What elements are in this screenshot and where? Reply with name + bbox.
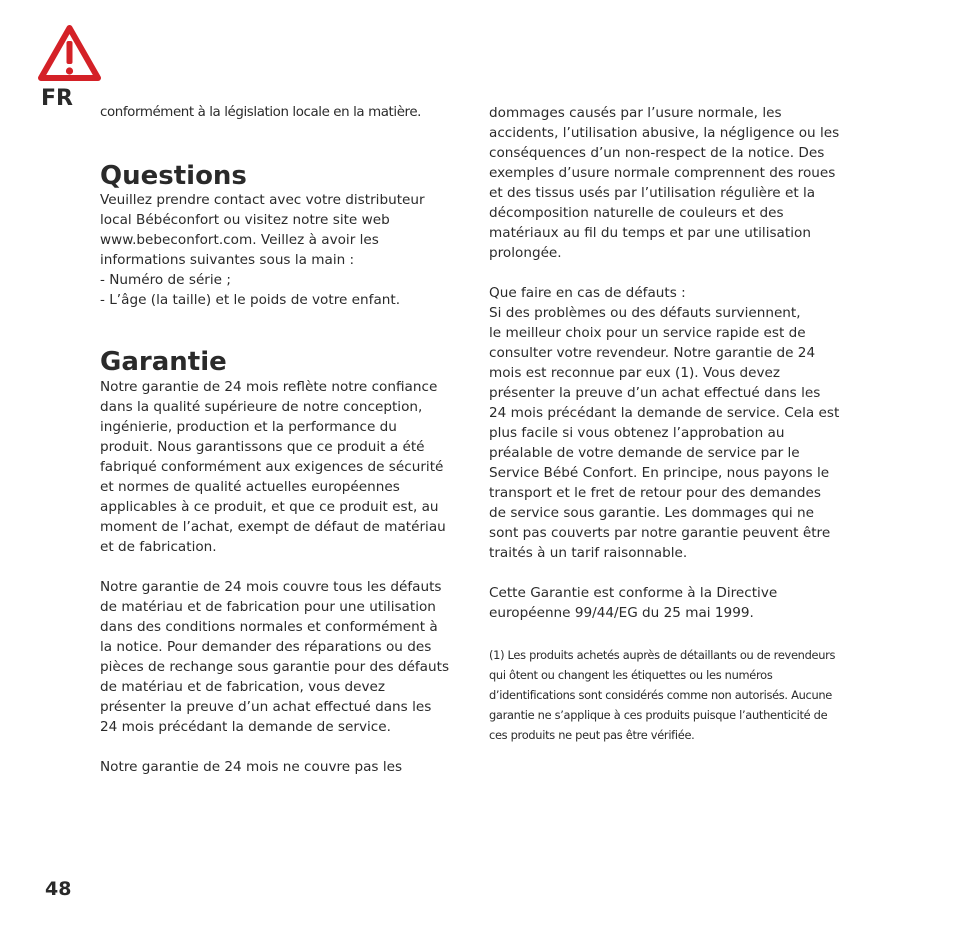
questions-heading: Questions (100, 161, 247, 191)
warning-icon (37, 24, 102, 82)
garantie-heading: Garantie (100, 347, 227, 377)
garantie-paragraph-1: Notre garantie de 24 mois reflète notre confiance dans la qualité supérieure de notre conception, ingénierie, production et la performance du produit. Nous garantissons que ce produit a été fabriqué conformément aux exigences de sécurité et normes de qualité actuelles européennes applicables à ce produit, et que ce produit est, au moment de l’achat, exempt de défaut de matériau et de fabrication. (100, 379, 446, 555)
footnote: (1) Les produits achetés auprès de détaillants ou de revendeurs qui ôtent ou changent les étiquettes ou les numéros d’identifications sont considérés comme non autorisés. Aucune garantie ne s’applique à ces produits puisque l’authenticité de ces produits ne peut pas être vérifiée. (489, 648, 836, 742)
directive-paragraph: Cette Garantie est conforme à la Directive européenne 99/44/EG du 25 mai 1999. (489, 585, 778, 621)
garantie-paragraph-3: Notre garantie de 24 mois ne couvre pas les (100, 759, 403, 775)
questions-paragraph: Veuillez prendre contact avec votre distributeur local Bébéconfort ou visitez notre site web www.bebeconfort.com. Veillez à avoir les informations suivantes sous la main : - Numéro de série ; - L’âge (la taille) et le poids de votre enfant. (100, 192, 425, 308)
garantie-paragraph-2: Notre garantie de 24 mois couvre tous les défauts de matériau et de fabrication pour une utilisation dans des conditions normales et conformément à la notice. Pour demander des réparations ou des pièces de rechange sous garantie pour des défauts de matériau et de fabrication, vous devez présenter la preuve d’un achat effectué dans les 24 mois précédant la demande de service. (100, 579, 450, 735)
page-number: 48 (45, 878, 72, 900)
exclusions-paragraph: dommages causés par l’usure normale, les accidents, l’utilisation abusive, la négligence ou les conséquences d’un non-respect de la notice. Des exemples d’usure normale comprennent des roues et des tissus usés par l’utilisation régulière et la décomposition naturelle de couleurs et des matériaux au fil du temps et par une utilisation prolongée. (489, 105, 840, 261)
language-label: FR (41, 86, 73, 111)
intro-text: conformément à la législation locale en la matière. (100, 105, 422, 120)
defects-paragraph: Que faire en cas de défauts : Si des problèmes ou des défauts surviennent, le meilleur choix pour un service rapide est de consulter votre revendeur. Notre garantie de 24 mois est reconnue par eux (1). Vous devez présenter la preuve d’un achat effectué dans les 24 mois précédant la demande de service. Cela est plus facile si vous obtenez l’approbation au préalable de votre demande de service par le Service Bébé Confort. En principe, nous payons le transport et le fret de retour pour des demandes de service sous garantie. Les dommages qui ne sont pas couverts par notre garantie peuvent être traités à un tarif raisonnable. (489, 285, 840, 561)
